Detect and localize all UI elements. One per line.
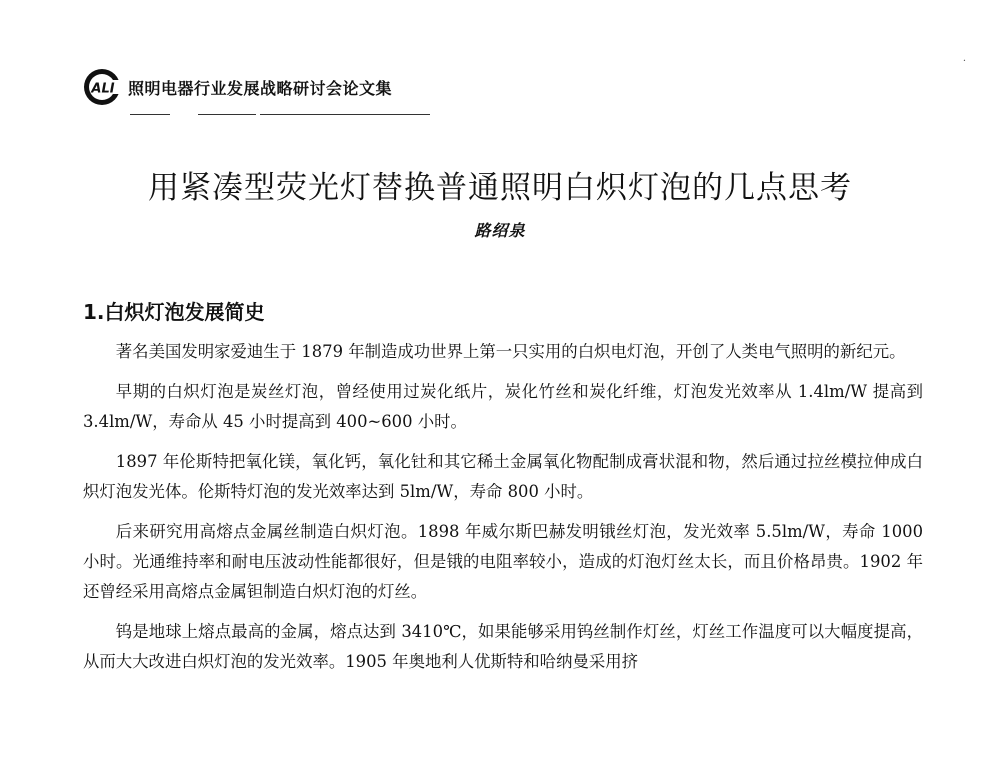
paper-author: 路绍泉 bbox=[474, 221, 526, 240]
header-rule bbox=[130, 114, 430, 116]
paragraph: 后来研究用高熔点金属丝制造白炽灯泡。1898 年威尔斯巴赫发明锇丝灯泡，发光效率 5.5lm/W，寿命 1000 小时。光通维持率和耐电压波动性能都很好，但是锇的电阻率较小，造成的灯泡灯丝太长，而且价格昂贵。1902 年还曾经采用高熔点金属钽制造白炽灯泡的灯丝。 bbox=[83, 522, 923, 601]
paragraph: 著名美国发明家爱迪生于 1879 年制造成功世界上第一只实用的白炽电灯泡，开创了人类电气照明的新纪元。 bbox=[115, 342, 906, 361]
cali-logo bbox=[82, 67, 122, 107]
paragraph: 1897 年伦斯特把氧化镁，氧化钙，氧化钍和其它稀土金属氧化物配制成膏状混和物，然后通过拉丝模拉伸成白炽灯泡发光体。伦斯特灯泡的发光效率达到 5lm/W，寿命 800 小时。 bbox=[83, 452, 923, 501]
cali-logo-icon bbox=[82, 67, 122, 107]
paper-title: 用紧凑型荧光灯替换普通照明白炽灯泡的几点思考 bbox=[148, 170, 852, 206]
body-text bbox=[83, 337, 923, 687]
paragraph: 早期的白炽灯泡是炭丝灯泡，曾经使用过炭化纸片，炭化竹丝和炭化纤维，灯泡发光效率从 1.4lm/W 提高到 3.4lm/W，寿命从 45 小时提高到 400~600 小时。 bbox=[83, 382, 923, 431]
paragraph: 钨是地球上熔点最高的金属，熔点达到 3410℃，如果能够采用钨丝制作灯丝，灯丝工作温度可以大幅度提高，从而大大改进白炽灯泡的发光效率。1905 年奥地利人优斯特和哈纳曼采用挤 bbox=[83, 622, 923, 671]
page-mark: · bbox=[962, 56, 966, 67]
proceedings-title: 照明电器行业发展战略研讨会论文集 bbox=[128, 78, 393, 98]
publication-header bbox=[82, 66, 392, 108]
svg-text:ALI: ALI bbox=[91, 81, 115, 97]
section-heading: 1.白炽灯泡发展简史 bbox=[83, 300, 265, 324]
